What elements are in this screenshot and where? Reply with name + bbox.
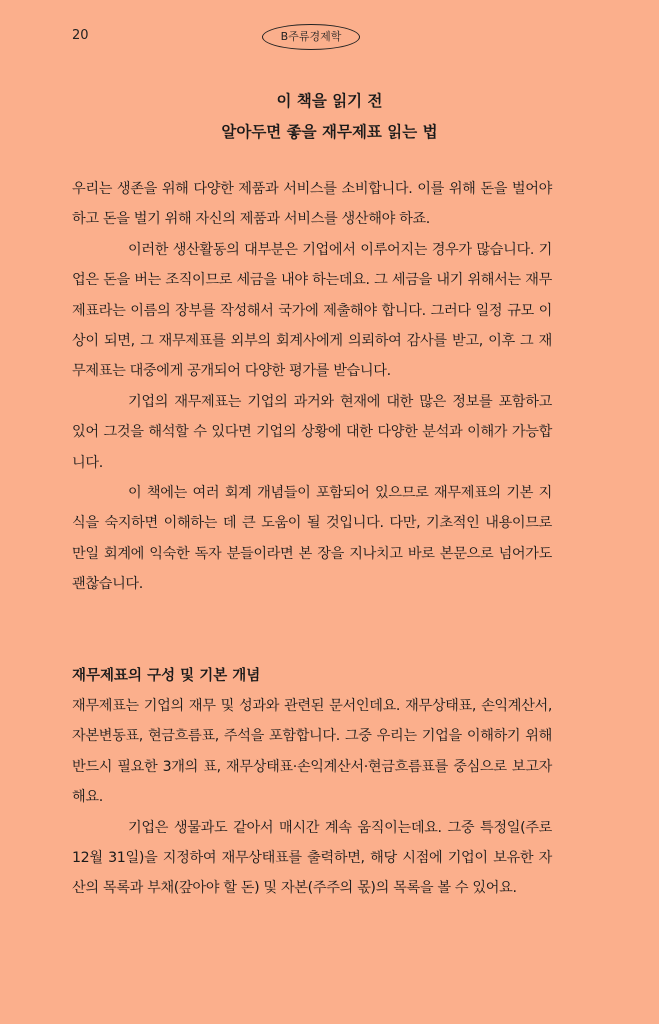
chapter-title-line-1: 이 책을 읽기 전 bbox=[276, 92, 383, 110]
page-number: 20 bbox=[72, 28, 89, 43]
intro-paragraph: 우리는 생존을 위해 다양한 제품과 서비스를 소비합니다. 이를 위해 돈을 벌어야 하고 돈을 벌기 위해 자신의 제품과 서비스를 생산해야 하죠. bbox=[72, 181, 552, 228]
section-body bbox=[72, 691, 552, 904]
section-paragraph: 재무제표는 기업의 재무 및 성과와 관련된 문서인데요. 재무상태표, 손익계산서, 자본변동표, 현금흐름표, 주석을 포함합니다. 그중 우리는 기업을 이해하기 위해 반드시 필요한 3개의 표, 재무상태표·손익계산서·현금흐름표를 중심으로 보고자 해요. bbox=[72, 698, 552, 806]
intro-body bbox=[72, 174, 552, 600]
chapter-title bbox=[0, 86, 659, 148]
intro-paragraph: 이러한 생산활동의 대부분은 기업에서 이루어지는 경우가 많습니다. 기업은 돈을 버는 조직이므로 세금을 내야 하는데요. 그 세금을 내기 위해서는 재무제표라는 이름의 장부를 작성해서 국가에 제출해야 합니다. 그러다 일정 규모 이상이 되면, 그 재무제표를 외부의 회계사에게 의뢰하여 감사를 받고, 이후 그 재무제표는 대중에게 공개되어 다양한 평가를 받습니다. bbox=[72, 241, 552, 380]
running-header-badge: B주류경제학 bbox=[262, 24, 360, 50]
section-heading: 재무제표의 구성 및 기본 개념 bbox=[72, 668, 261, 684]
intro-paragraph: 이 책에는 여러 회계 개념들이 포함되어 있으므로 재무제표의 기본 지식을 숙지하면 이해하는 데 큰 도움이 될 것입니다. 다만, 기초적인 내용이므로 만일 회계에 익숙한 독자 분들이라면 본 장을 지나치고 바로 본문으로 넘어가도 괜찮습니다. bbox=[72, 485, 552, 593]
intro-paragraph: 기업의 재무제표는 기업의 과거와 현재에 대한 많은 정보를 포함하고 있어 그것을 해석할 수 있다면 기업의 상황에 대한 다양한 분석과 이해가 가능합니다. bbox=[72, 393, 552, 471]
chapter-title-line-2: 알아두면 좋을 재무제표 읽는 법 bbox=[221, 123, 438, 141]
section-paragraph: 기업은 생물과도 같아서 매시간 계속 움직이는데요. 그중 특정일(주로 12월 31일)을 지정하여 재무상태표를 출력하면, 해당 시점에 기업이 보유한 자산의 목록과 부채(갚아야 할 돈) 및 자본(주주의 몫)의 목록을 볼 수 있어요. bbox=[72, 819, 552, 897]
